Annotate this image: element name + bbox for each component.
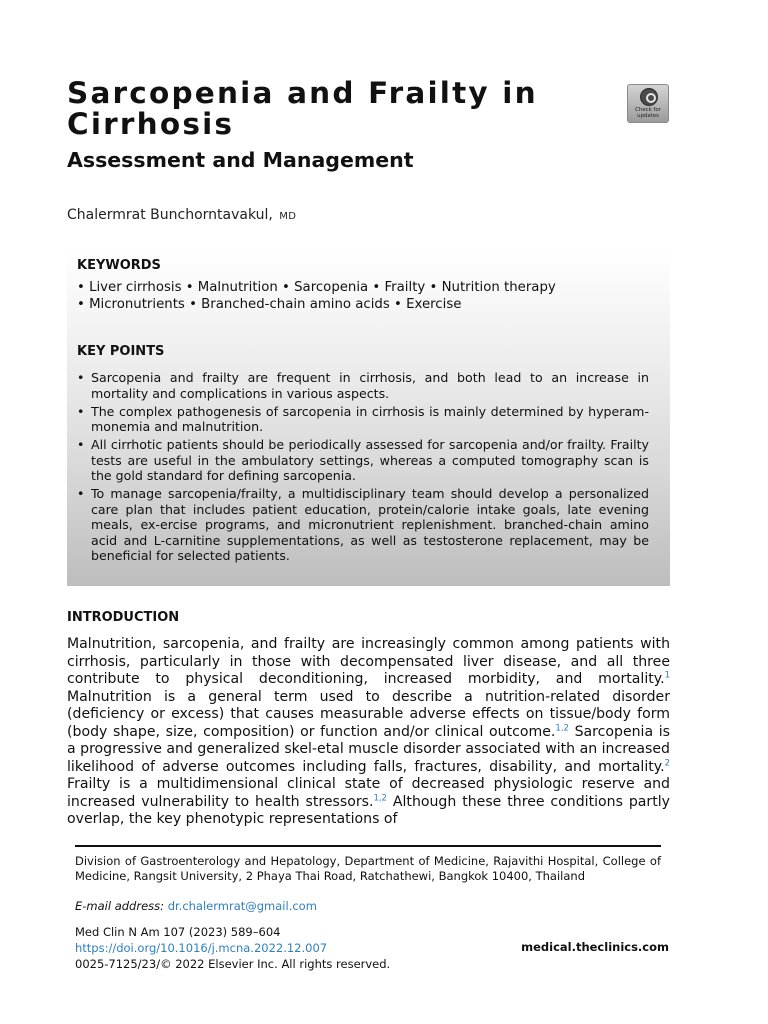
- journal-site[interactable]: medical.theclinics.com: [521, 940, 669, 954]
- keywords-heading: KEYWORDS: [77, 258, 161, 273]
- email-line: [75, 899, 317, 913]
- reference-link[interactable]: 1,2: [555, 722, 569, 733]
- key-points-list: [77, 370, 649, 566]
- author-line: [67, 207, 296, 223]
- email-link[interactable]: dr.chalermrat@gmail.com: [167, 899, 317, 913]
- intro-text-2: Malnutrition is a general term used to describe a nutrition-related disorder (deficiency or excess) that causes measurable adverse effects on tissue/body form (body shape, size, composition) or function and/or clinical outcome.: [67, 688, 670, 740]
- key-point-item: • All cirrhotic patients should be periodically assessed for sarcopenia and/or frailty. Frailty tests are useful in the ambulatory settings, whereas a computed tomography scan is the gold standard for defining sarcopenia.: [77, 437, 649, 484]
- author-degree: MD: [279, 211, 297, 222]
- key-point-item: • To manage sarcopenia/frailty, a multidisciplinary team should develop a personalized care plan that includes patient education, protein/calorie intake goals, late evening meals, ex-ercise programs, and micronutrient replenishment. branched-chain amino acid and L-carnitine supplementations, as well as testosterone replacement, may be beneficial for selected patients.: [77, 486, 649, 564]
- introduction-paragraph: [67, 636, 670, 829]
- citation-block: [75, 924, 390, 972]
- check-updates-icon: [640, 88, 658, 106]
- intro-text-1: Malnutrition, sarcopenia, and frailty are increasingly common among patients with cirrhosis, particularly in those with decompensated liver disease, and all three contribute to physical deconditioning, increased morbidity, and mortality.: [67, 636, 670, 687]
- email-label: E-mail address:: [75, 899, 165, 913]
- intro-text-4: Frailty is a multidimensional clinical state of decreased physiologic reserve and increased vulnerability to health stressors.: [67, 776, 670, 810]
- check-for-updates-badge[interactable]: [627, 84, 669, 123]
- article-subtitle: Assessment and Management: [67, 148, 414, 172]
- doi-link[interactable]: https://doi.org/10.1016/j.mcna.2022.12.007: [75, 941, 328, 955]
- key-point-item: • Sarcopenia and frailty are frequent in cirrhosis, and both lead to an increase in mortality and complications in various aspects.: [77, 370, 649, 401]
- intro-text-5: Although these three conditions partly overlap, the key phenotypic representations of: [67, 793, 670, 827]
- article-title: Sarcopenia and Frailty in Cirrhosis: [67, 76, 538, 141]
- footer-divider: [75, 845, 661, 847]
- author-name[interactable]: Chalermrat Bunchorntavakul,: [67, 207, 273, 223]
- reference-link[interactable]: 2: [664, 757, 670, 768]
- copyright: 0025-7125/23/© 2022 Elsevier Inc. All rights reserved.: [75, 957, 391, 971]
- intro-text-3: Sarcopenia is a progressive and generalized skel-etal muscle disorder associated with an increased likelihood of adverse outcomes including falls, fractures, disability, and mortality.: [67, 723, 671, 775]
- badge-label: Check for updates: [635, 107, 661, 119]
- keywords-keypoints-box: [67, 250, 670, 586]
- keywords-line-2: • Micronutrients • Branched-chain amino acids • Exercise: [77, 297, 462, 312]
- journal-citation: Med Clin N Am 107 (2023) 589–604: [75, 925, 281, 939]
- keywords-line-1: • Liver cirrhosis • Malnutrition • Sarcopenia • Frailty • Nutrition therapy: [77, 280, 556, 295]
- affiliation: Division of Gastroenterology and Hepatology, Department of Medicine, Rajavithi Hospital, College of Medicine, Rangsit University, 2 Phaya Thai Road, Ratchathewi, Bangkok 10400, Thailand: [75, 854, 661, 883]
- key-points-heading: KEY POINTS: [77, 344, 165, 359]
- reference-link[interactable]: 1,2: [373, 792, 387, 803]
- key-point-item: • The complex pathogenesis of sarcopenia in cirrhosis is mainly determined by hyperam-monemia and malnutrition.: [77, 404, 649, 435]
- introduction-heading: INTRODUCTION: [67, 610, 180, 625]
- reference-link[interactable]: 1: [664, 670, 670, 681]
